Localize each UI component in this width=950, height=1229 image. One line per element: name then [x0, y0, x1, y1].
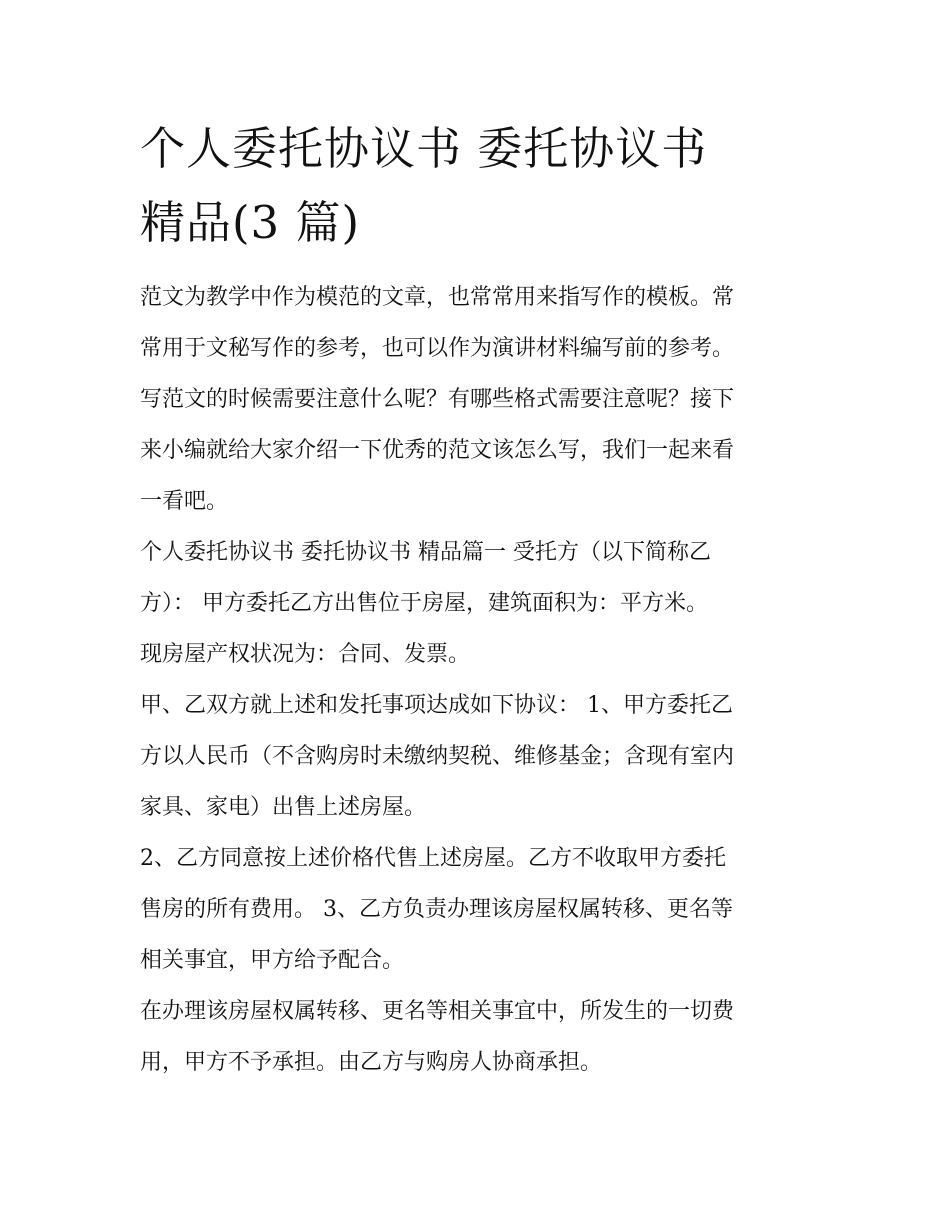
text-line: 相关事宜，甲方给予配合。 — [140, 948, 405, 973]
text-line: 常用于文秘写作的参考，也可以作为演讲材料编写前的参考。 — [140, 336, 735, 361]
paragraph-agreement — [140, 680, 815, 833]
paragraph-intro — [140, 272, 815, 527]
text-line: 用，甲方不予承担。由乙方与购房人协商承担。 — [140, 1050, 603, 1075]
text-line: 甲、乙双方就上述和发托事项达成如下协议： 1、甲方委托乙 — [140, 693, 733, 718]
paragraph-costs — [140, 986, 815, 1088]
text-line: 现房屋产权状况为：合同、发票。 — [140, 642, 471, 667]
document-content — [140, 112, 820, 1088]
text-line: 写范文的时候需要注意什么呢？有哪些格式需要注意呢？接下 — [140, 387, 735, 412]
paragraph-terms — [140, 833, 815, 986]
title-line: 精品(3 篇) — [140, 196, 361, 249]
text-line: 方以人民币（不含购房时未缴纳契税、维修基金；含现有室内 — [140, 744, 735, 769]
document-title — [140, 112, 820, 260]
text-line: 2、乙方同意按上述价格代售上述房屋。乙方不收取甲方委托 — [140, 846, 726, 871]
paragraph-section-one — [140, 527, 815, 680]
text-line: 一看吧。 — [140, 489, 229, 514]
text-line: 方）： 甲方委托乙方出售位于房屋，建筑面积为：平方米。 — [140, 591, 708, 616]
text-line: 个人委托协议书 委托协议书 精品篇一 受托方（以下简称乙 — [140, 540, 711, 565]
document-body — [140, 272, 820, 1088]
text-line: 售房的所有费用。 3、乙方负责办理该房屋权属转移、更名等 — [140, 897, 733, 922]
title-line: 个人委托协议书 委托协议书 — [140, 122, 708, 175]
text-line: 家具、家电）出售上述房屋。 — [140, 795, 427, 820]
text-line: 在办理该房屋权属转移、更名等相关事宜中，所发生的一切费 — [140, 999, 735, 1024]
text-line: 来小编就给大家介绍一下优秀的范文该怎么写，我们一起来看 — [140, 438, 735, 463]
text-line: 范文为教学中作为模范的文章，也常常用来指写作的模板。常 — [140, 285, 735, 310]
